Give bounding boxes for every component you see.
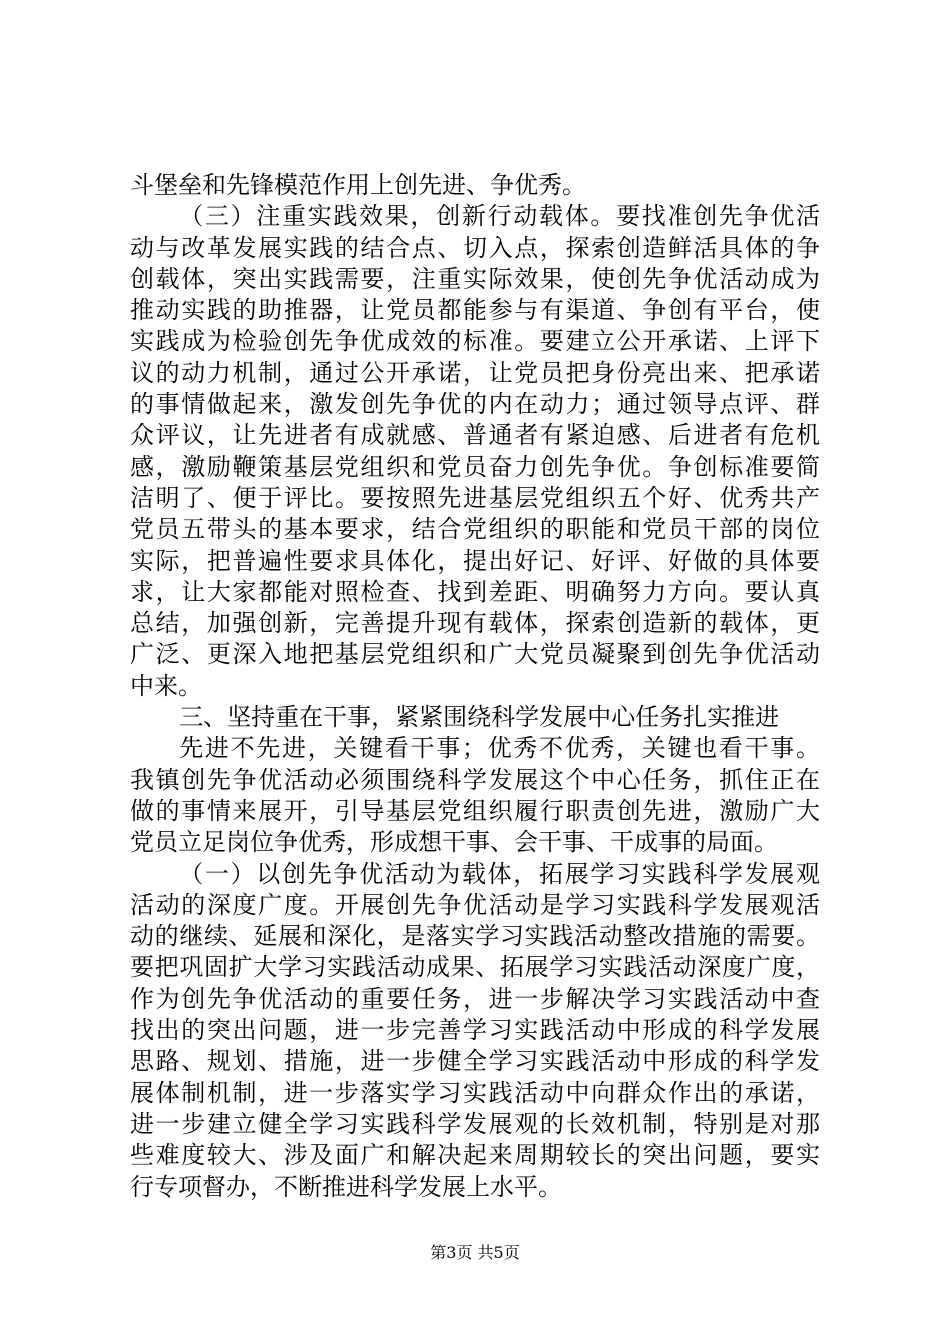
text-line: 斗堡垒和先锋模范作用上创先进、争优秀。 [130, 171, 586, 199]
text-line: 我镇创先争优活动必须围绕科学发展这个中心任务，抓住正在 [130, 765, 820, 794]
text-line: 实际，把普遍性要求具体化，提出好记、好评、好做的具体要 [130, 546, 820, 575]
text-line: （一）以创先争优活动为载体，拓展学习实践科学发展观 [179, 859, 820, 888]
text-line: 要把巩固扩大学习实践活动成果、拓展学习实践活动深度广度， [130, 953, 820, 982]
text-line: 思路、规划、措施，进一步健全学习实践活动中形成的科学发 [130, 1047, 820, 1076]
text-line: 推动实践的助推器，让党员都能参与有渠道、争创有平台，使 [130, 296, 820, 325]
text-line: 做的事情来展开，引导基层党组织履行职责创先进，激励广大 [130, 796, 820, 825]
text-line: 众评议，让先进者有成就感、普通者有紧迫感、后进者有危机 [130, 421, 820, 450]
text-line: 党员立足岗位争优秀，形成想干事、会干事、干成事的局面。 [130, 828, 778, 857]
text-line: 三、坚持重在干事，紧紧围绕科学发展中心任务扎实推进 [179, 703, 780, 732]
text-line: 的事情做起来，激发创先争优的内在动力；通过领导点评、群 [130, 390, 820, 419]
text-line: 中来。 [130, 671, 202, 700]
text-line: 创载体，突出实践需要，注重实际效果，使创先争优活动成为 [130, 264, 820, 293]
text-line: 行专项督办，不断推进科学发展上水平。 [130, 1172, 562, 1201]
text-line: 议的动力机制，通过公开承诺，让党员把身份亮出来、把承诺 [130, 358, 820, 387]
text-line: 作为创先争优活动的重要任务，进一步解决学习实践活动中查 [130, 984, 820, 1013]
text-line: 动与改革发展实践的结合点、切入点，探索创造鲜活具体的争 [130, 233, 820, 262]
text-line: 活动的深度广度。开展创先争优活动是学习实践科学发展观活 [130, 890, 820, 919]
text-line: 广泛、更深入地把基层党组织和广大党员凝聚到创先争优活动 [130, 640, 820, 669]
text-line: 进一步建立健全学习实践科学发展观的长效机制，特别是对那 [130, 1109, 820, 1138]
document-body [130, 170, 820, 1203]
text-line: 先进不先进，关键看干事；优秀不优秀，关键也看干事。 [179, 734, 820, 763]
text-line: 些难度较大、涉及面广和解决起来周期较长的突出问题，要实 [130, 1141, 820, 1170]
text-line: 找出的突出问题，进一步完善学习实践活动中形成的科学发展 [130, 1016, 820, 1045]
text-line: 总结，加强创新，完善提升现有载体，探索创造新的载体，更 [130, 609, 820, 638]
text-line: 感，激励鞭策基层党组织和党员奋力创先争优。争创标准要简 [130, 452, 820, 481]
text-line: 动的继续、延展和深化，是落实学习实践活动整改措施的需要。 [130, 922, 820, 951]
text-line: 实践成为检验创先争优成效的标准。要建立公开承诺、上评下 [130, 327, 820, 356]
text-line: （三）注重实践效果，创新行动载体。要找准创先争优活 [179, 202, 820, 231]
text-line: 求，让大家都能对照检查、找到差距、明确努力方向。要认真 [130, 577, 820, 606]
page-footer [0, 1240, 950, 1263]
text-line: 洁明了、便于评比。要按照先进基层党组织五个好、优秀共产 [130, 483, 820, 512]
page-number: 第3页 共5页 [430, 1243, 520, 1262]
text-line: 党员五带头的基本要求，结合党组织的职能和党员干部的岗位 [130, 515, 820, 544]
text-line: 展体制机制，进一步落实学习实践活动中向群众作出的承诺， [130, 1078, 820, 1107]
